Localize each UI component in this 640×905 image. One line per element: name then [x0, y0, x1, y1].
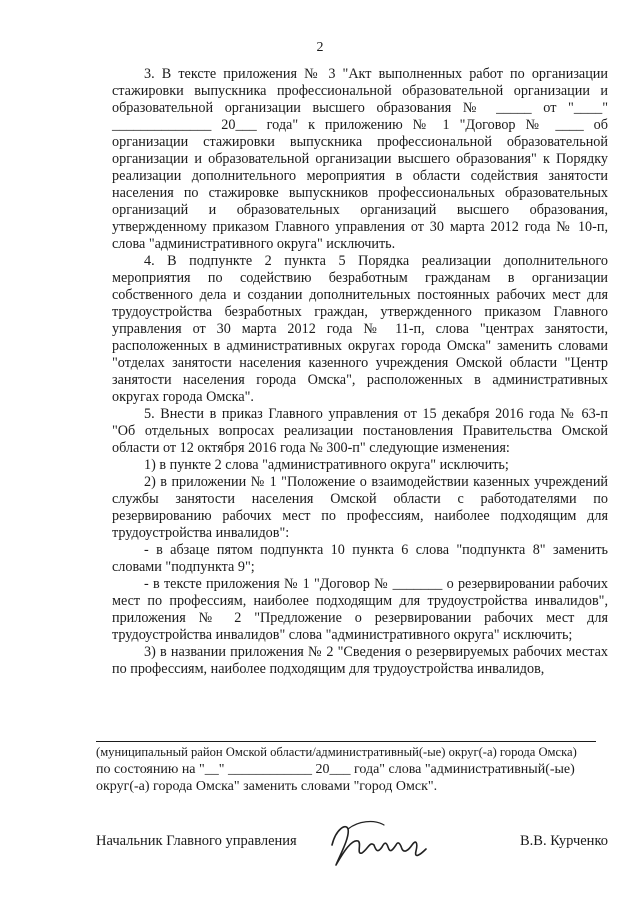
- footer-caption: (муниципальный район Омской области/административный(-ые) округ(-а) города Омска): [96, 745, 577, 759]
- page-number: 2: [316, 40, 324, 55]
- paragraph-item-3: 3. В тексте приложения № 3 "Акт выполненных работ по организации стажировки выпускника профессиональной образовательной организации и образовательной организации высшего образования № _____ от "____" ______________ 20___ года" к приложению № 1 "Договор № ____ об организации стажировки выпускника профессиональной образовательной организации и образовательной организации высшего образования" к Порядку реализации дополнительного мероприятия в области содействия занятости населения по стажировке выпускников профессиональных образовательных организаций и образовательных организаций высшего образования, утвержденному приказом Главного управления от 30 марта 2012 года № 10-п, слова "административного округа" исключить.: [112, 66, 608, 252]
- signatory-name: В.В. Курченко: [520, 833, 608, 849]
- signature-row: [96, 833, 608, 857]
- dash-item-2: - в тексте приложения № 1 "Договор № _______ о резервировании рабочих мест по профессиям, наиболее подходящим для трудоустройства инвалидов", приложения № 2 "Предложение о резервировании рабочих мест для трудоустройства инвалидов" слова "административного округа" исключить;: [112, 576, 608, 643]
- document-body: [112, 66, 608, 678]
- paragraph-item-5: 5. Внести в приказ Главного управления от 15 декабря 2016 года № 63-п "Об отдельных вопросах реализации постановления Правительства Омской области от 12 октября 2016 года № 300-п" следующие изменения:: [112, 406, 608, 456]
- paragraph-item-4: 4. В подпункте 2 пункта 5 Порядка реализации дополнительного мероприятия по содействию безработным гражданам в организации собственного дела и создании дополнительных постоянных рабочих мест для трудоустройства безработных граждан, утвержденного приказом Главного управления от 30 марта 2012 года № 11-п, слова "центрах занятости, расположенных в административных округах города Омска" заменить словами "отделах занятости населения казенного учреждения Омской области "Центр занятости населения города Омска", расположенных в административных округах города Омска".: [112, 253, 608, 405]
- subitem-3: 3) в названии приложения № 2 "Сведения о резервируемых рабочих местах по профессиям, наиболее подходящим для трудоустройства инвалидов,: [112, 644, 608, 677]
- dash-item-1: - в абзаце пятом подпункта 10 пункта 6 слова "подпункта 8" заменить словами "подпункта 9";: [112, 542, 608, 575]
- signatory-title: Начальник Главного управления: [96, 833, 297, 849]
- footer-block: [96, 741, 608, 795]
- subitem-1: 1) в пункте 2 слова "административного округа" исключить;: [144, 457, 509, 473]
- footer-text: по состоянию на "__" ____________ 20___ года" слова "административный(-ые) округ(-а) города Омска" заменить словами "город Омск".: [96, 762, 575, 794]
- handwritten-signature-icon: [318, 815, 438, 875]
- subitem-2: 2) в приложении № 1 "Положение о взаимодействии казенных учреждений службы занятости населения Омской области с работодателями по резервированию рабочих мест по профессиям, наиболее подходящим для трудоустройства инвалидов":: [112, 474, 608, 541]
- blank-line: [96, 741, 596, 742]
